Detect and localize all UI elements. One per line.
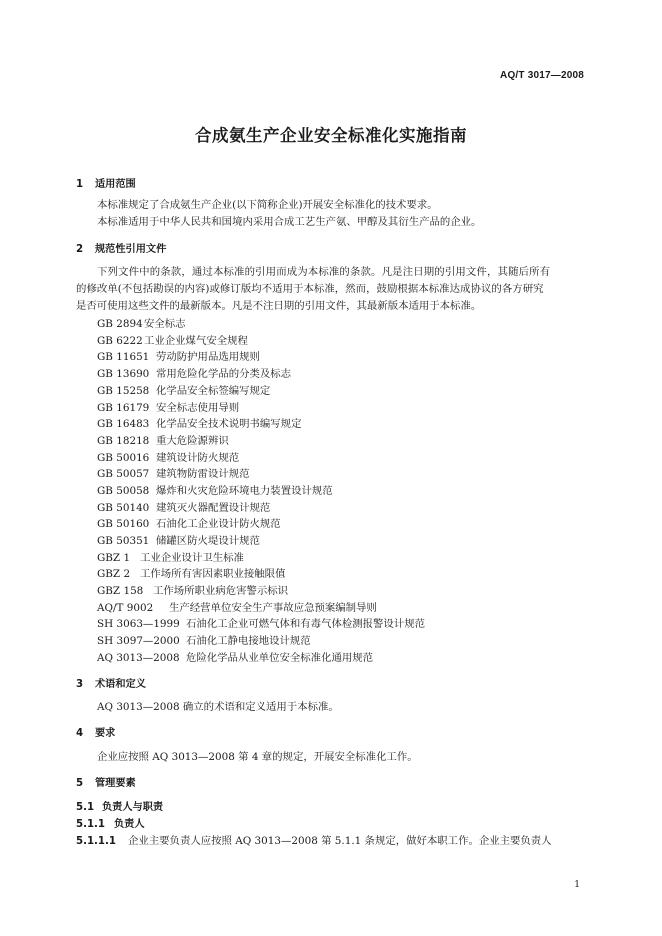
reference-item xyxy=(97,502,270,515)
reference-code: GB 50140 xyxy=(97,502,150,514)
reference-title: 建筑物防雷设计规范 xyxy=(156,468,250,480)
reference-code: GB 2894 xyxy=(97,318,143,330)
reference-item xyxy=(97,518,281,531)
subsection-number: 5.1 xyxy=(76,802,95,813)
reference-item xyxy=(97,418,301,431)
reference-code: GBZ 1 xyxy=(97,552,131,564)
reference-code: GB 16483 xyxy=(97,418,150,430)
document-title: 合成氨生产企业安全标准化实施指南 xyxy=(195,126,467,145)
reference-title: 工业企业设计卫生标准 xyxy=(140,552,244,564)
reference-title: 劳动防护用品选用规则 xyxy=(156,351,260,363)
section-number: 3 xyxy=(76,679,84,690)
paragraph-line: 的修改单(不包括勘误的内容)或修订版均不适用于本标准，然而，鼓励根据本标准达成协议的各方研究 xyxy=(76,283,544,295)
reference-title: 石油化工企业可燃气体和有毒气体检测报警设计规范 xyxy=(186,618,425,630)
reference-title: 安全标志 xyxy=(144,318,186,330)
section-4-heading xyxy=(76,727,115,740)
reference-item xyxy=(97,452,239,465)
reference-code: GBZ 158 xyxy=(97,585,144,597)
reference-item xyxy=(97,435,229,448)
reference-title: 建筑设计防火规范 xyxy=(156,452,240,464)
reference-item xyxy=(97,602,377,615)
reference-code: GB 16179 xyxy=(97,402,150,414)
clause-number: 5.1.1.1 xyxy=(76,836,116,847)
reference-title: 爆炸和火灾危险环境电力装置设计规范 xyxy=(156,485,333,497)
reference-item xyxy=(97,535,260,548)
reference-code: GB 11651 xyxy=(97,351,150,363)
reference-item xyxy=(97,618,425,631)
reference-title: 安全标志使用导则 xyxy=(156,402,240,414)
reference-code: GB 50016 xyxy=(97,452,150,464)
reference-title: 危险化学品从业单位安全标准化通用规范 xyxy=(186,652,374,664)
section-title: 术语和定义 xyxy=(95,679,146,690)
clause-text: 企业主要负责人应按照 AQ 3013—2008 第 5.1.1 条规定，做好本职工作。企业主要负责人 xyxy=(128,835,552,847)
reference-code: GB 13690 xyxy=(97,368,150,380)
subsection-5-1-1-heading xyxy=(76,818,145,831)
reference-title: 工作场所有害因素职业接触限值 xyxy=(140,568,286,580)
section-title: 适用范围 xyxy=(95,179,136,190)
reference-code: GB 50160 xyxy=(97,518,150,530)
section-number: 2 xyxy=(76,244,84,255)
subsection-number: 5.1.1 xyxy=(76,819,106,830)
reference-item xyxy=(97,552,244,565)
reference-code: GB 6222 xyxy=(97,335,143,347)
subsection-title: 负责人与职责 xyxy=(102,802,164,813)
reference-code: GB 50351 xyxy=(97,535,150,547)
reference-title: 石油化工企业设计防火规范 xyxy=(156,518,281,530)
paragraph: AQ 3013—2008 确立的术语和定义适用于本标准。 xyxy=(97,701,339,713)
reference-item xyxy=(97,568,285,581)
reference-item xyxy=(97,468,250,481)
subsection-title: 负责人 xyxy=(114,819,145,830)
reference-item xyxy=(97,585,288,598)
reference-item xyxy=(97,368,291,381)
reference-item xyxy=(97,385,270,398)
clause-5-1-1-1 xyxy=(76,835,552,848)
reference-title: 化学品安全技术说明书编写规定 xyxy=(156,418,302,430)
reference-item xyxy=(97,335,248,348)
reference-title: 化学品安全标签编写规定 xyxy=(156,385,271,397)
section-2-heading xyxy=(76,243,166,256)
section-number: 4 xyxy=(76,728,84,739)
reference-code: AQ 3013—2008 xyxy=(97,652,180,664)
reference-item xyxy=(97,351,260,364)
reference-item xyxy=(97,485,333,498)
section-3-heading xyxy=(76,678,146,691)
reference-title: 工业企业煤气安全规程 xyxy=(144,335,248,347)
section-title: 要求 xyxy=(95,728,116,739)
subsection-5-1-heading xyxy=(76,801,163,814)
paragraph: 本标准适用于中华人民共和国境内采用合成工艺生产氨、甲醇及其衍生产品的企业。 xyxy=(97,216,482,228)
reference-title: 石油化工静电接地设计规范 xyxy=(186,635,311,647)
reference-item xyxy=(97,635,311,648)
reference-code: GB 50058 xyxy=(97,485,150,497)
paragraph: 本标准规定了合成氨生产企业(以下简称企业)开展安全标准化的技术要求。 xyxy=(97,199,438,211)
reference-item xyxy=(97,318,186,331)
reference-title: 储罐区防火堤设计规范 xyxy=(156,535,260,547)
section-title: 规范性引用文件 xyxy=(95,244,167,255)
section-title: 管理要素 xyxy=(95,778,136,789)
reference-code: GB 50057 xyxy=(97,468,150,480)
reference-title: 常用危险化学品的分类及标志 xyxy=(156,368,292,380)
reference-title: 重大危险源辨识 xyxy=(156,435,229,447)
section-1-heading xyxy=(76,178,136,191)
reference-code: GB 15258 xyxy=(97,385,150,397)
paragraph-line: 是否可使用这些文件的最新版本。凡是不注日期的引用文件，其最新版本适用于本标准。 xyxy=(76,300,482,312)
reference-title: 建筑灭火器配置设计规范 xyxy=(156,502,271,514)
section-number: 1 xyxy=(76,179,84,190)
reference-title: 生产经营单位安全生产事故应急预案编制导则 xyxy=(169,602,377,614)
reference-title: 工作场所职业病危害警示标识 xyxy=(153,585,289,597)
paragraph-line: 下列文件中的条款，通过本标准的引用而成为本标准的条款。凡是注日期的引用文件，其随后所有 xyxy=(97,266,551,278)
reference-item xyxy=(97,652,373,665)
reference-code: GB 18218 xyxy=(97,435,150,447)
section-number: 5 xyxy=(76,778,84,789)
standard-code-header: AQ/T 3017—2008 xyxy=(500,70,584,81)
reference-code: SH 3097—2000 xyxy=(97,635,180,647)
section-5-heading xyxy=(76,777,136,790)
page-number: 1 xyxy=(574,880,580,890)
paragraph: 企业应按照 AQ 3013—2008 第 4 章的规定，开展安全标准化工作。 xyxy=(97,751,418,763)
reference-code: AQ/T 9002 xyxy=(97,602,154,614)
reference-code: SH 3063—1999 xyxy=(97,618,180,630)
reference-code: GBZ 2 xyxy=(97,568,131,580)
reference-item xyxy=(97,402,239,415)
